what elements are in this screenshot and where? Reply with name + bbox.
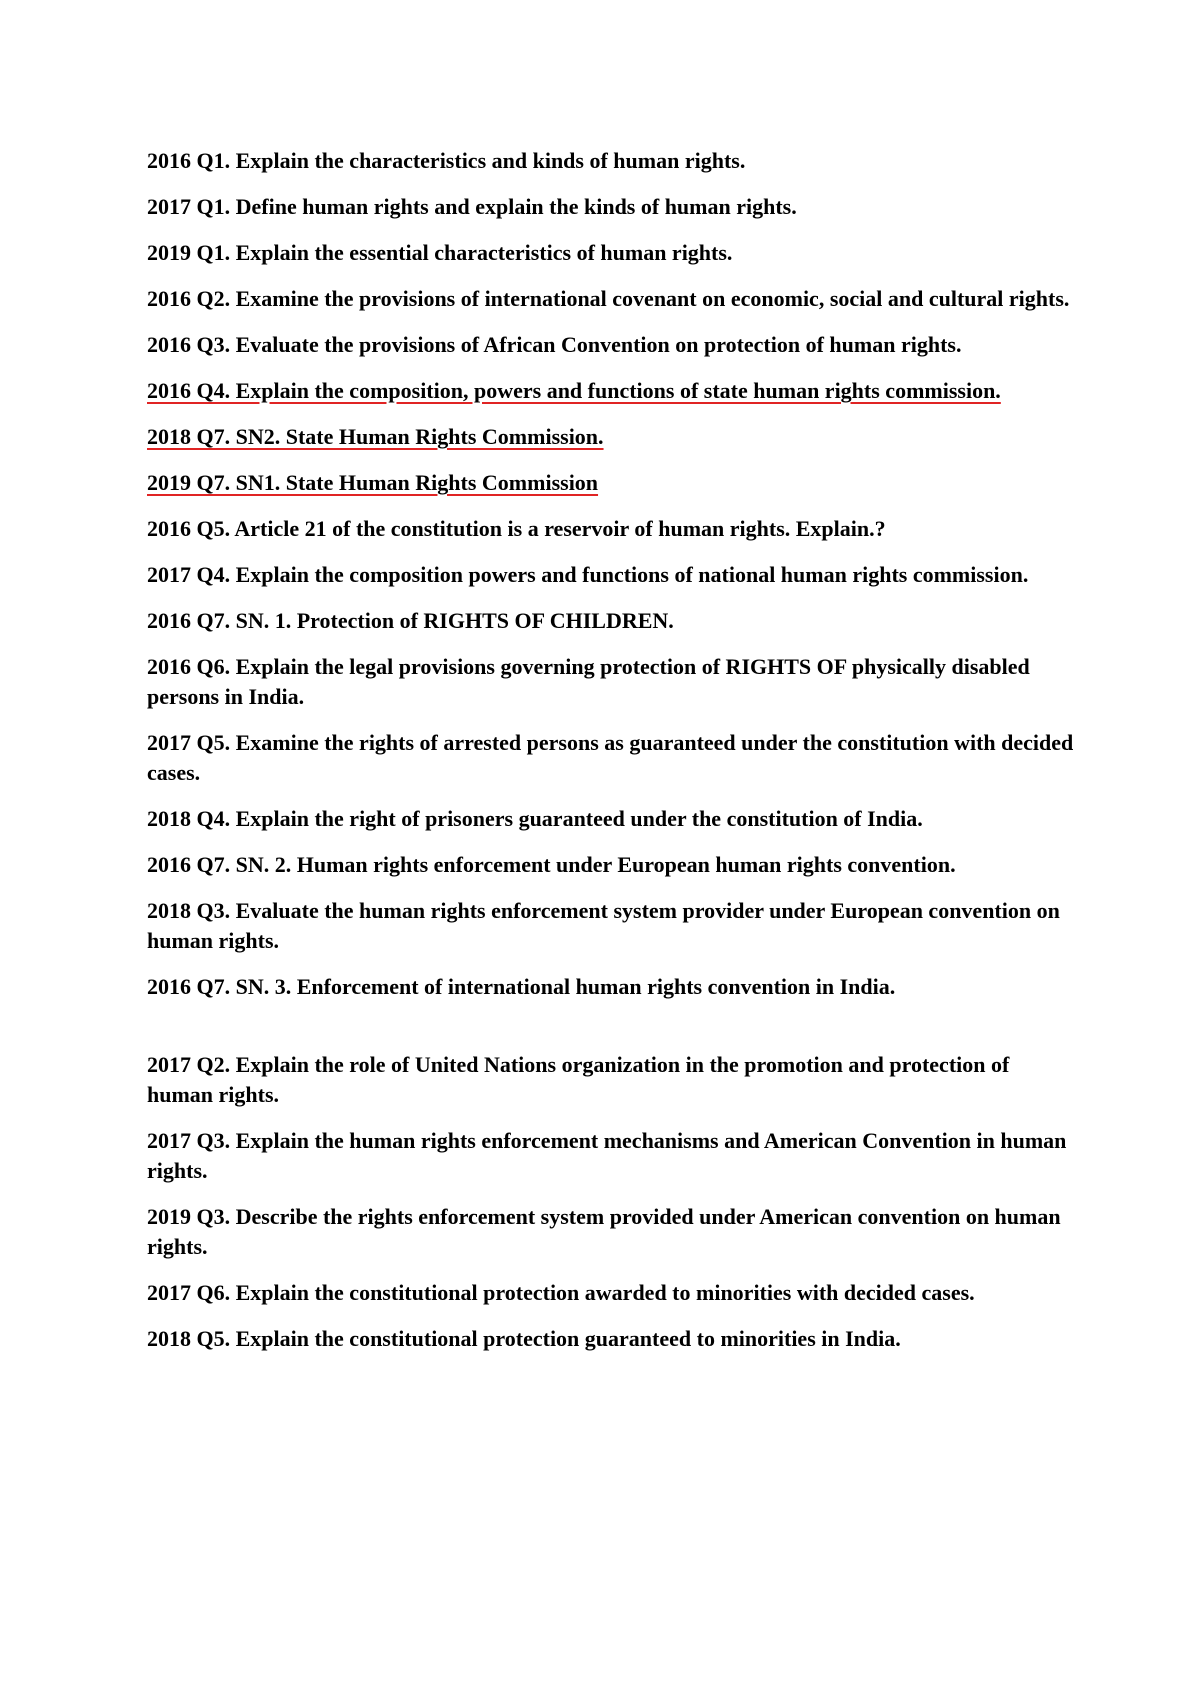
question-text: 2016 Q3. Evaluate the provisions of African Convention on protection of human rights. (147, 332, 962, 357)
question-text: 2016 Q2. Examine the provisions of international covenant on economic, social and cultural rights. (147, 286, 1070, 311)
question-text: 2017 Q1. Define human rights and explain the kinds of human rights. (147, 194, 797, 219)
question-text: 2016 Q6. Explain the legal provisions governing protection of RIGHTS OF physically disabled persons in India. (147, 654, 1030, 709)
question-text: 2018 Q7. SN2. State Human Rights Commission. (147, 424, 604, 449)
question-text: 2018 Q4. Explain the right of prisoners guaranteed under the constitution of India. (147, 806, 923, 831)
question-item (147, 238, 1077, 268)
question-text: 2016 Q5. Article 21 of the constitution is a reservoir of human rights. Explain.? (147, 516, 886, 541)
question-text: 2016 Q1. Explain the characteristics and kinds of human rights. (147, 148, 746, 173)
question-item (147, 728, 1077, 788)
question-item-underlined (147, 468, 1077, 498)
question-item (147, 606, 1077, 636)
question-text: 2017 Q3. Explain the human rights enforcement mechanisms and American Convention in human rights. (147, 1128, 1067, 1183)
question-item (147, 850, 1077, 880)
question-text: 2016 Q7. SN. 1. Protection of RIGHTS OF CHILDREN. (147, 608, 674, 633)
question-text: 2018 Q5. Explain the constitutional protection guaranteed to minorities in India. (147, 1326, 901, 1351)
question-item (147, 1126, 1077, 1186)
question-text: 2019 Q3. Describe the rights enforcement system provided under American convention on human rights. (147, 1204, 1061, 1259)
question-text: 2019 Q1. Explain the essential characteristics of human rights. (147, 240, 733, 265)
question-item (147, 514, 1077, 544)
question-text: 2017 Q2. Explain the role of United Nations organization in the promotion and protection of human rights. (147, 1052, 1010, 1107)
question-item (147, 1050, 1077, 1110)
question-item (147, 896, 1077, 956)
question-item (147, 1324, 1077, 1354)
question-item-underlined (147, 422, 1077, 452)
question-item-underlined (147, 376, 1077, 406)
question-item (147, 1278, 1077, 1308)
question-text: 2016 Q7. SN. 2. Human rights enforcement under European human rights convention. (147, 852, 956, 877)
question-item (147, 330, 1077, 360)
question-item (147, 284, 1077, 314)
question-text: 2016 Q4. Explain the composition, powers and functions of state human rights commission. (147, 378, 1001, 403)
question-text: 2017 Q6. Explain the constitutional protection awarded to minorities with decided cases. (147, 1280, 975, 1305)
question-text: 2018 Q3. Evaluate the human rights enforcement system provider under European convention on human rights. (147, 898, 1060, 953)
question-text: 2019 Q7. SN1. State Human Rights Commission (147, 470, 599, 495)
question-text: 2016 Q7. SN. 3. Enforcement of international human rights convention in India. (147, 974, 896, 999)
question-list (147, 146, 1077, 1370)
question-item (147, 560, 1077, 590)
question-item (147, 652, 1077, 712)
question-item (147, 146, 1077, 176)
question-item (147, 1202, 1077, 1262)
question-text: 2017 Q4. Explain the composition powers and functions of national human rights commission. (147, 562, 1029, 587)
question-text: 2017 Q5. Examine the rights of arrested persons as guaranteed under the constitution with decided cases. (147, 730, 1074, 785)
question-item (147, 804, 1077, 834)
question-item (147, 192, 1077, 222)
question-item (147, 972, 1077, 1002)
